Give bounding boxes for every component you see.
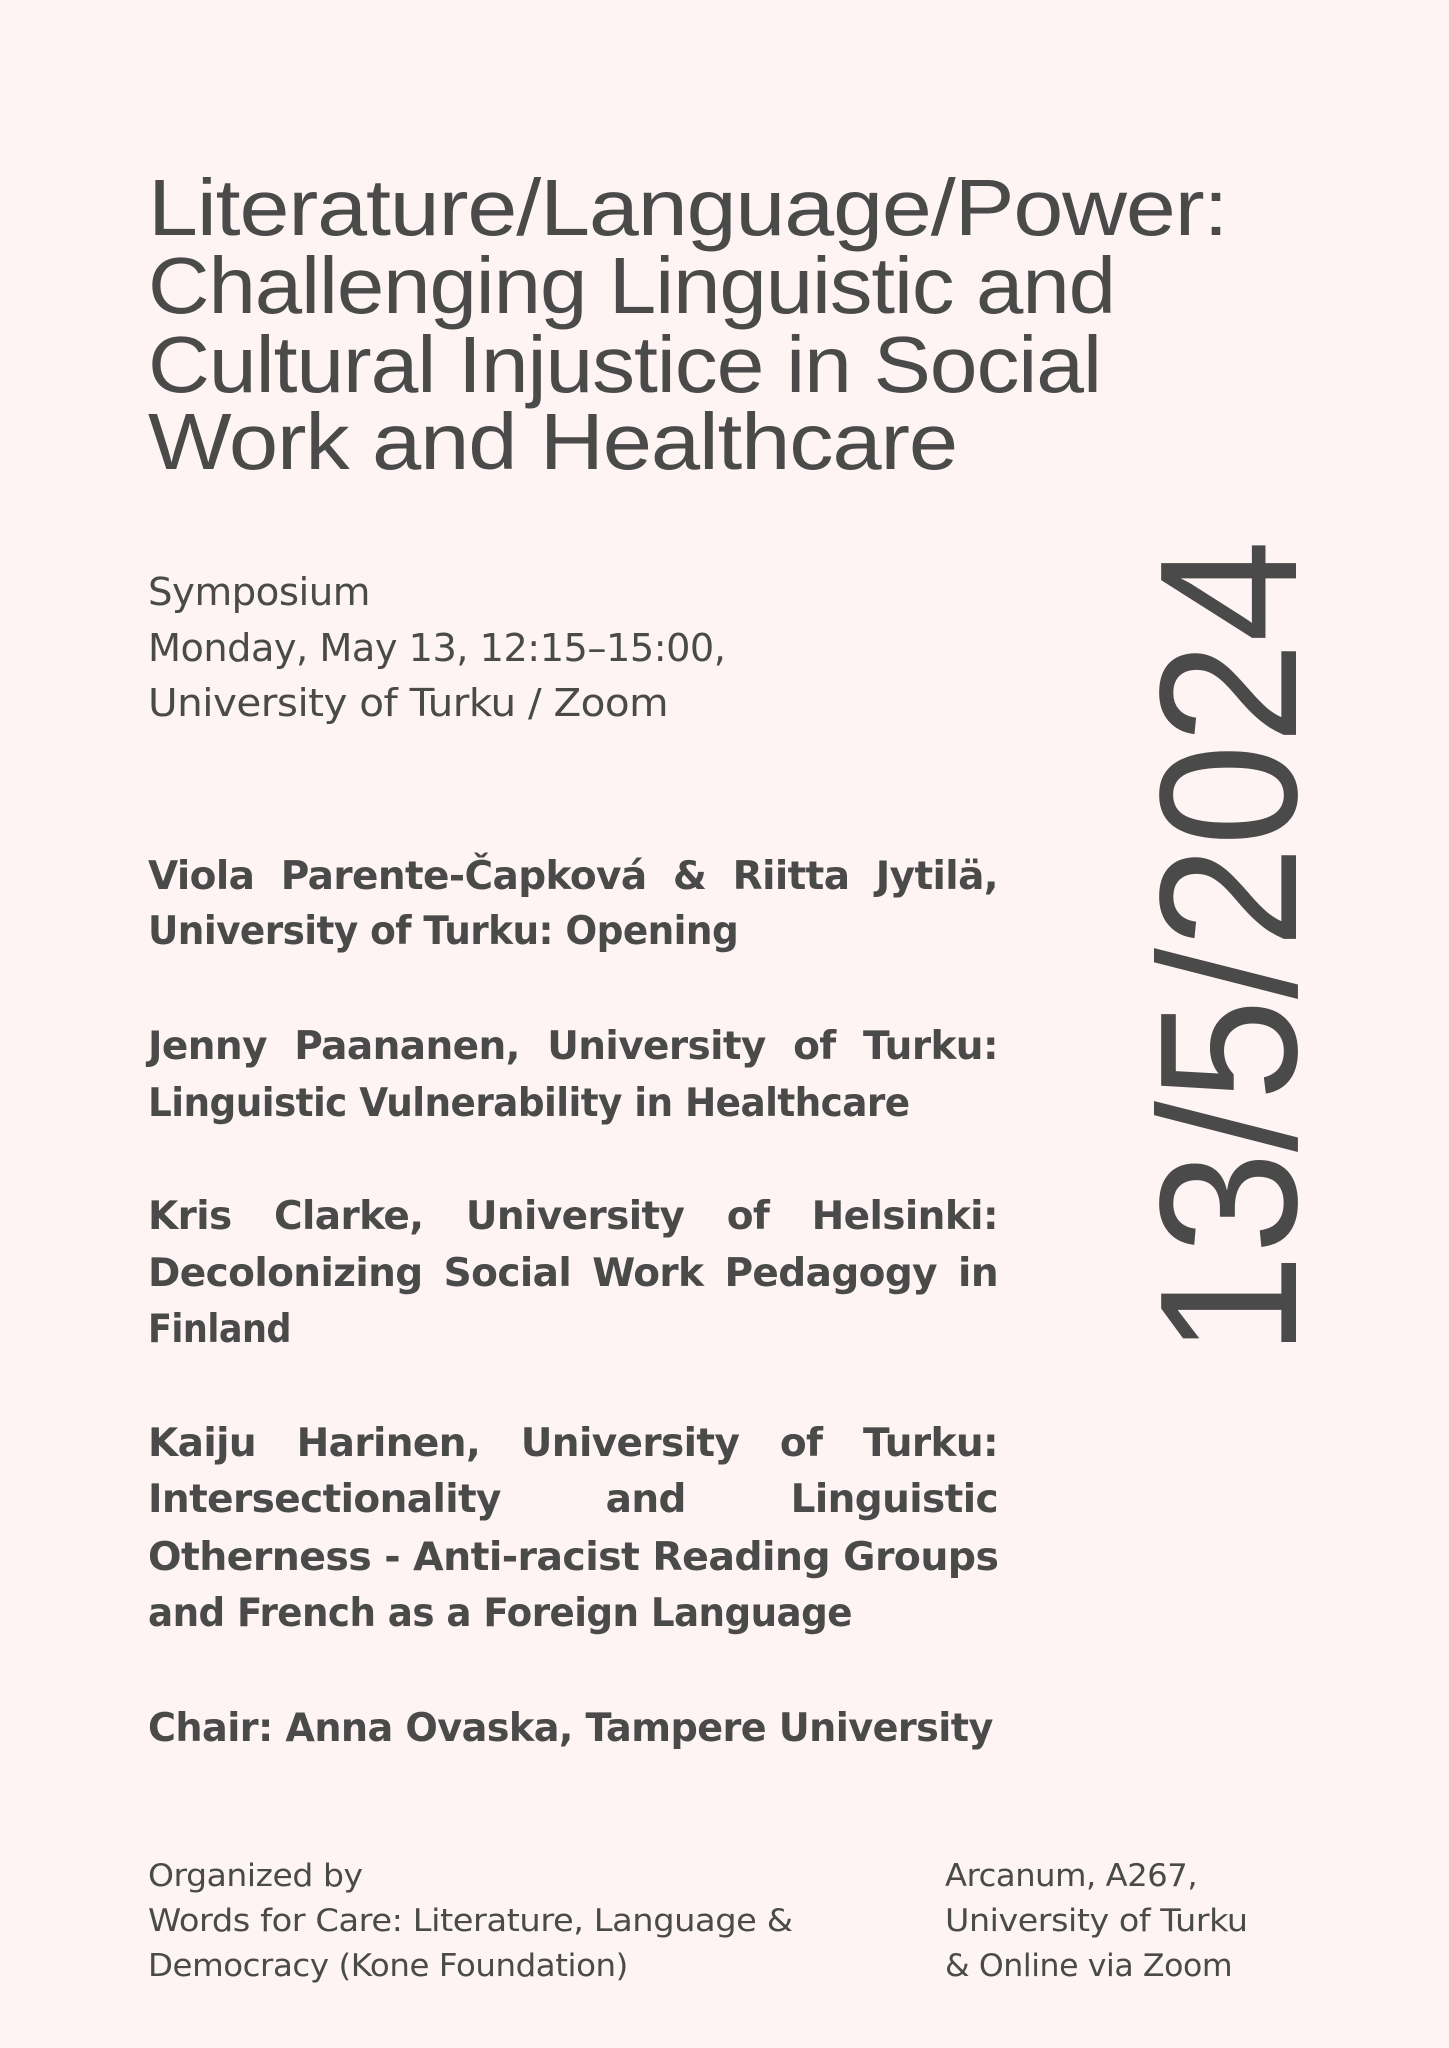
word: University: [520, 1421, 740, 1466]
word: Harinen,: [296, 1421, 481, 1466]
talk-3-line-2: [148, 1251, 998, 1296]
event-location: University of Turku / Zoom: [148, 681, 669, 725]
title-line-2: Challenging Linguistic and: [148, 241, 1115, 330]
word: Clarke,: [273, 1194, 424, 1239]
date-text: 13/5/2024: [1119, 540, 1338, 1356]
event-datetime: Monday, May 13, 12:15–15:00,: [148, 626, 726, 670]
talk-1-line-1: [148, 854, 998, 899]
chair-line: Chair: Anna Ovaska, Tampere University: [148, 1706, 993, 1751]
talk-3-line-1: [148, 1194, 998, 1239]
word: Paananen,: [294, 1024, 520, 1069]
venue-line-1: Arcanum, A267,: [945, 1858, 1198, 1894]
talk-3-line-3: Finland: [148, 1307, 291, 1352]
word: Decolonizing: [148, 1251, 423, 1296]
title-line-3: Cultural Injustice in Social: [148, 320, 1101, 409]
word: in: [958, 1251, 998, 1296]
organizer-line-1: Words for Care: Literature, Language &: [148, 1903, 793, 1939]
venue-line-3: & Online via Zoom: [945, 1948, 1233, 1984]
event-type: Symposium: [148, 570, 370, 614]
word: University: [465, 1194, 685, 1239]
talk-2-line-1: [148, 1024, 998, 1069]
word: Social: [443, 1251, 572, 1296]
word: Kaiju: [148, 1421, 257, 1466]
word: Parente-Čapková: [280, 854, 647, 899]
word: Viola: [148, 854, 255, 899]
word: Intersectionality: [148, 1477, 501, 1522]
word: Linguistic: [790, 1477, 998, 1522]
talk-4-line-3: Otherness - Anti-racist Reading Groups: [148, 1535, 999, 1580]
word: Pedagogy: [724, 1251, 937, 1296]
talk-4-line-1: [148, 1421, 998, 1466]
title-line-4: Work and Healthcare: [148, 397, 957, 486]
word: &: [672, 854, 707, 899]
talk-1-line-2: University of Turku: Opening: [148, 909, 739, 954]
vertical-date: [1119, 540, 1338, 1356]
word: Jenny: [148, 1024, 267, 1069]
word: and: [605, 1477, 686, 1522]
word: Riitta: [732, 854, 850, 899]
title-line-1: Literature/Language/Power:: [148, 163, 1228, 252]
venue-line-2: University of Turku: [945, 1903, 1248, 1939]
talk-2-line-2: Linguistic Vulnerability in Healthcare: [148, 1081, 910, 1126]
organizer-line-2: Democracy (Kone Foundation): [148, 1948, 628, 1984]
date-text-rotated: [1119, 484, 1338, 1356]
talk-4-line-4: and French as a Foreign Language: [148, 1591, 852, 1636]
word: of: [779, 1421, 823, 1466]
word: of: [793, 1024, 836, 1069]
word: Turku:: [862, 1024, 998, 1069]
word: of: [726, 1194, 770, 1239]
word: Jytilä,: [875, 854, 998, 899]
word: Helsinki:: [811, 1194, 998, 1239]
word: Work: [592, 1251, 704, 1296]
word: Kris: [148, 1194, 232, 1239]
word: University: [547, 1024, 766, 1069]
organizer-label: Organized by: [148, 1858, 363, 1894]
talk-4-line-2: [148, 1477, 998, 1522]
word: Turku:: [862, 1421, 998, 1466]
